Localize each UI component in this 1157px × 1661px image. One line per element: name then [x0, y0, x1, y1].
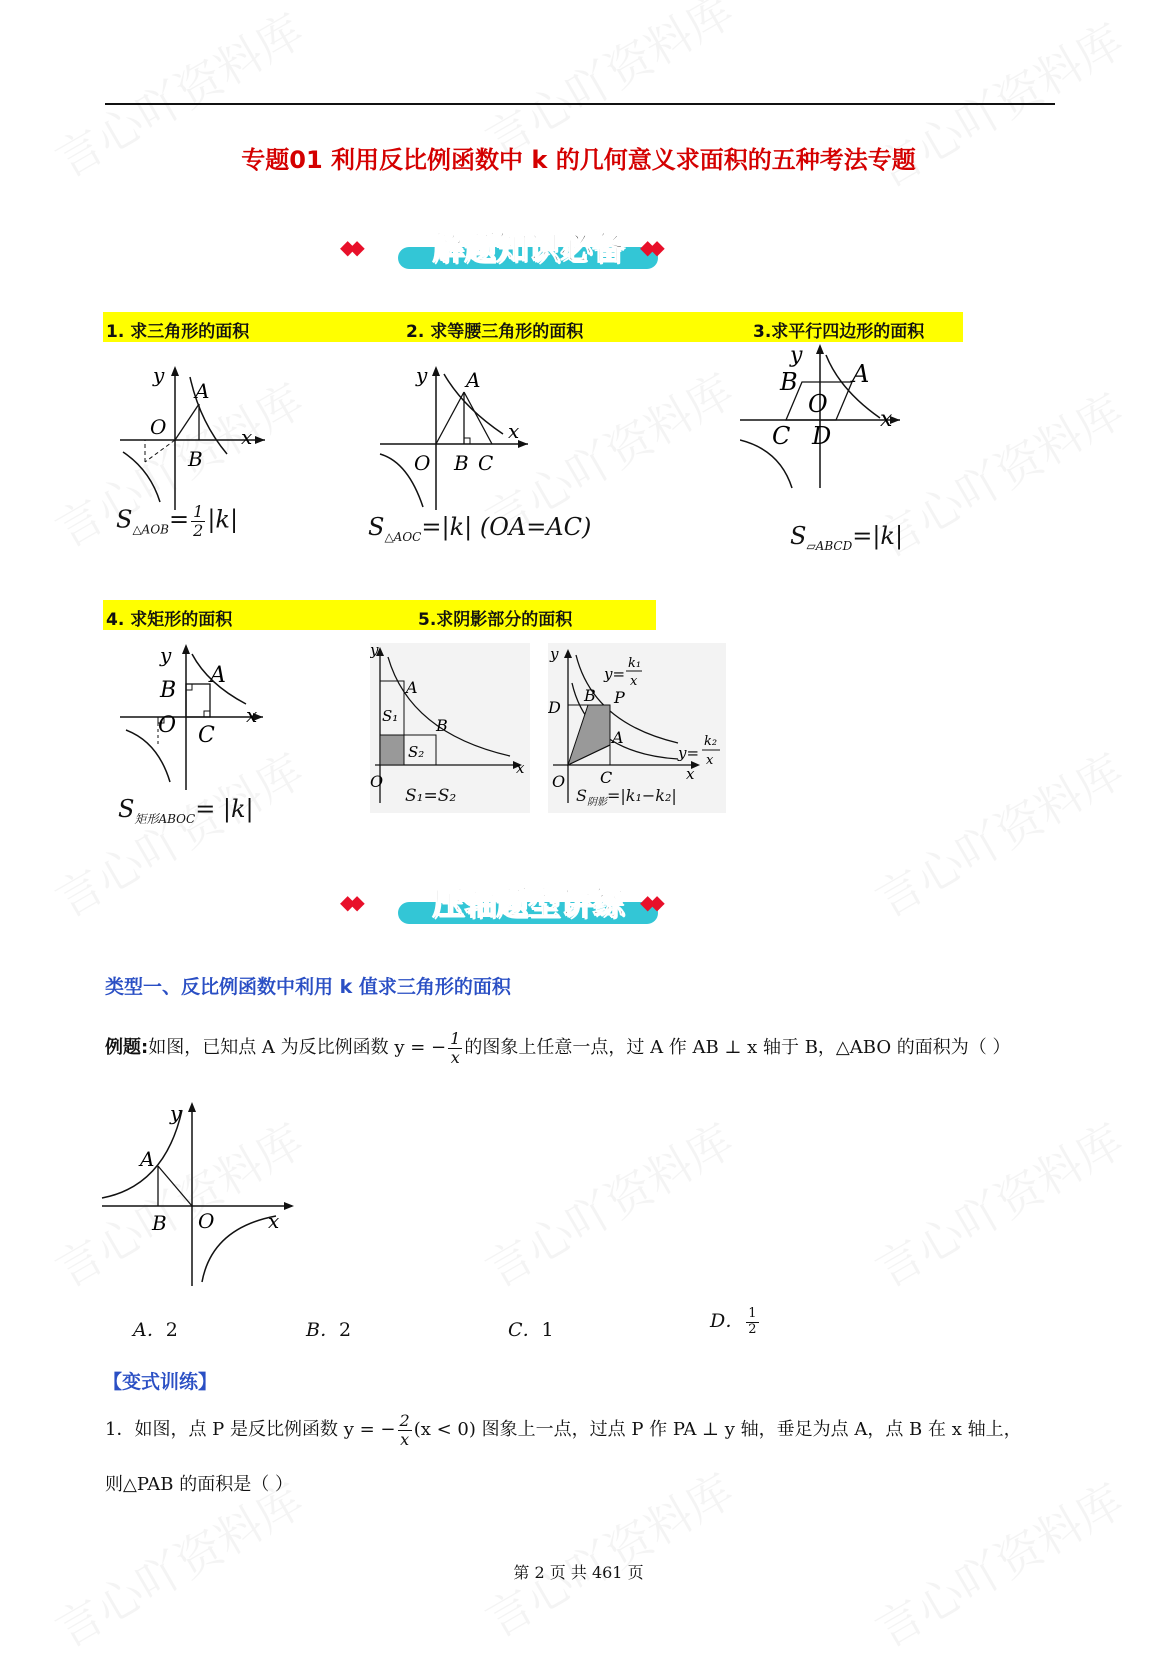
- axis-label-y: y: [153, 363, 165, 387]
- page-title: 专题01 利用反比例函数中 k 的几何意义求面积的五种考法专题: [241, 146, 916, 174]
- origin-label: O: [198, 1209, 215, 1233]
- point-label-b: B: [780, 368, 798, 396]
- formula-3: $S_{▱ABCD}=|k|$: [790, 522, 904, 553]
- header-rule: [105, 103, 1055, 105]
- knowledge-item-5: 5.求阴影部分的面积: [418, 610, 573, 630]
- point-label-b: B: [454, 451, 469, 475]
- option-d[interactable]: D． $\frac{1}{2}$: [710, 1306, 757, 1337]
- point-label-a: A: [140, 1147, 155, 1171]
- axis-label-y: y: [160, 643, 172, 667]
- point-label-p: P: [614, 688, 625, 707]
- area-label-s1: S₁: [382, 707, 399, 725]
- axis-label-y: y: [170, 1101, 182, 1125]
- curve-label-x2: x: [706, 753, 714, 768]
- watermark: [862, 1105, 1134, 1300]
- curve-label-x1: x: [630, 674, 638, 689]
- axis-label-y: y: [550, 645, 559, 663]
- example-label: 例题:: [105, 1037, 149, 1059]
- point-label-d: D: [548, 698, 561, 717]
- example-question: 例题:如图，已知点 A 为反比例函数 y = − $\frac{1}{x}$ 的图象上任意一点，过 A 作 AB ⊥ x 轴于 B，△ABO 的面积为（ ）: [105, 1029, 1011, 1067]
- knowledge-item-2: 2. 求等腰三角形的面积: [406, 322, 584, 342]
- watermark: [472, 1105, 744, 1300]
- point-label-a: A: [612, 728, 624, 747]
- axis-label-x: x: [241, 425, 253, 449]
- point-label-b: B: [584, 686, 596, 705]
- point-label-c: C: [478, 451, 494, 475]
- page-footer: 第 2 页 共 461 页: [513, 1563, 644, 1582]
- figure-equal-areas: [370, 643, 530, 813]
- axis-label-y: y: [790, 343, 803, 368]
- curve-label-1: y=: [604, 665, 626, 683]
- figure-parallelogram: [740, 340, 920, 490]
- option-b[interactable]: B．2: [306, 1319, 352, 1341]
- axis-label-x: x: [516, 759, 525, 777]
- origin-label: O: [414, 451, 431, 475]
- point-label-a: A: [466, 368, 481, 392]
- knowledge-row-1: [103, 312, 963, 342]
- diamond-icon: ◆◆: [640, 235, 659, 259]
- banner-title: 压轴题型讲练: [431, 884, 624, 922]
- watermark: [472, 1455, 744, 1650]
- axis-label-x: x: [508, 419, 520, 443]
- figure-shaded-area: [548, 643, 726, 813]
- point-label-d: D: [812, 422, 832, 450]
- section-heading: 类型一、反比例函数中利用 k 值求三角形的面积: [105, 976, 511, 998]
- figure-rectangle: [118, 642, 278, 792]
- variant-heading: 【变式训练】: [103, 1371, 218, 1393]
- variant-question-1: 1．如图，点 P 是反比例函数 y = − $\frac{2}{x}$ (x < 0) 图象上一点，过点 P 作 PA ⊥ y 轴，垂足为点 A，点 B 在 x 轴上，: [105, 1411, 1022, 1449]
- formula-5a: S₁=S₂: [405, 786, 457, 806]
- axis-label-y: y: [370, 643, 379, 659]
- curve-label-k1: k₁: [628, 656, 642, 671]
- point-label-b: B: [160, 678, 177, 703]
- banner-title: 解题知识必备: [431, 229, 624, 267]
- option-c[interactable]: C．1: [508, 1319, 554, 1341]
- diamond-icon: ◆◆: [640, 890, 659, 914]
- knowledge-banner: [340, 215, 800, 285]
- practice-banner: [340, 870, 800, 940]
- formula-5b: $S_{阴影}=|k_1-k_2|$: [576, 786, 677, 809]
- origin-label: O: [370, 772, 384, 791]
- origin-label: O: [150, 415, 167, 439]
- knowledge-item-3: 3.求平行四边形的面积: [753, 322, 925, 342]
- option-a[interactable]: A．2: [133, 1319, 178, 1341]
- point-label-c: C: [600, 768, 613, 787]
- figure-triangle: [115, 362, 275, 512]
- point-label-b: B: [188, 447, 203, 471]
- point-label-b: B: [152, 1211, 167, 1235]
- point-label-c: C: [198, 723, 215, 748]
- point-label-a: A: [406, 678, 418, 697]
- point-label-a: A: [210, 663, 226, 688]
- knowledge-item-4: 4. 求矩形的面积: [106, 610, 233, 630]
- axis-label-x: x: [246, 703, 258, 727]
- axis-label-x: x: [268, 1209, 280, 1233]
- figure-isosceles: [378, 362, 548, 512]
- origin-label: O: [552, 772, 566, 791]
- point-label-a: A: [852, 360, 870, 388]
- curve-label-2: y=: [678, 744, 700, 762]
- curve-label-k2: k₂: [704, 734, 718, 749]
- point-label-c: C: [772, 422, 791, 450]
- axis-label-y: y: [416, 363, 428, 387]
- watermark: [862, 735, 1134, 930]
- origin-label: O: [158, 713, 177, 738]
- formula-4: $S_{矩形ABOC}= |k|$: [118, 795, 254, 826]
- example-figure: [100, 1098, 300, 1288]
- point-label-a: A: [195, 379, 210, 403]
- area-label-s2: S₂: [408, 743, 425, 761]
- knowledge-row-2: [103, 600, 656, 630]
- knowledge-item-1: 1. 求三角形的面积: [106, 322, 250, 342]
- origin-label: O: [808, 390, 828, 418]
- formula-2: $S_{\triangle AOC}=|k|$ (OA=AC): [368, 513, 592, 544]
- axis-label-x: x: [880, 407, 893, 432]
- variant-question-1-line2: 则△PAB 的面积是（ ）: [105, 1474, 293, 1495]
- point-label-b: B: [436, 716, 448, 735]
- formula-1: $S_{\triangle AOB}=$ $\frac{1}{2}$ |k|: [116, 502, 239, 540]
- axis-label-x: x: [686, 765, 695, 783]
- diamond-icon: ◆◆: [340, 235, 359, 259]
- diamond-icon: ◆◆: [340, 890, 359, 914]
